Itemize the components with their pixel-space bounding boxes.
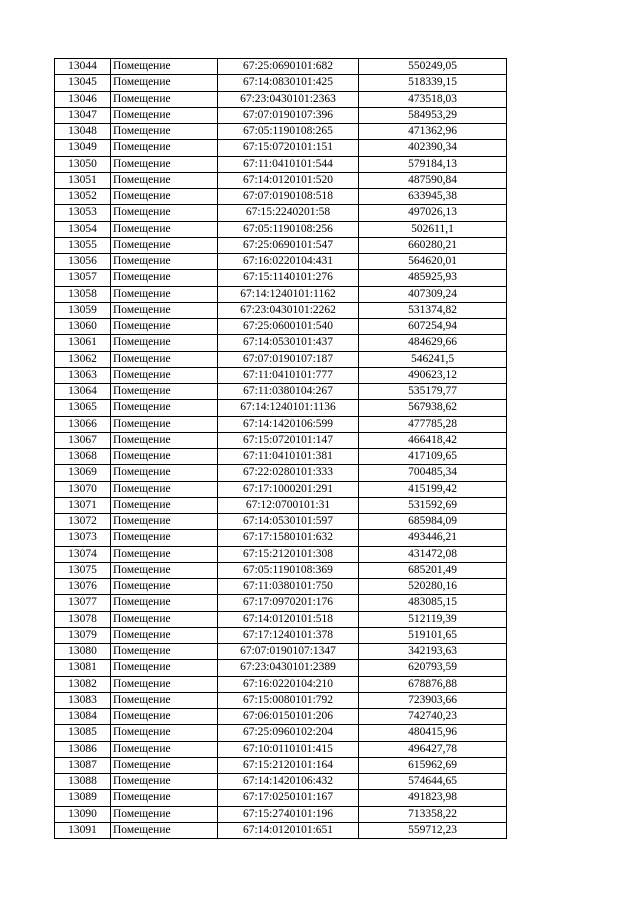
table-row — [55, 465, 507, 481]
cadastral-number-cell: 67:17:1580101:632 — [218, 530, 359, 546]
cadastral-number-cell: 67:11:0380101:750 — [218, 579, 359, 595]
cadastral-value-cell: 473518,03 — [359, 91, 507, 107]
cadastral-number-cell: 67:14:0830101:425 — [218, 75, 359, 91]
row-number-cell: 13051 — [55, 172, 111, 188]
object-type-cell: Помещение — [111, 367, 218, 383]
object-type-cell: Помещение — [111, 140, 218, 156]
table-row — [55, 725, 507, 741]
object-type-cell: Помещение — [111, 302, 218, 318]
cadastral-value-cell: 496427,78 — [359, 741, 507, 757]
row-number-cell: 13077 — [55, 595, 111, 611]
object-type-cell: Помещение — [111, 254, 218, 270]
table-row — [55, 432, 507, 448]
cadastral-number-cell: 67:14:0120101:518 — [218, 611, 359, 627]
row-number-cell: 13081 — [55, 660, 111, 676]
cadastral-number-cell: 67:15:0720101:147 — [218, 432, 359, 448]
cadastral-value-cell: 550249,05 — [359, 59, 507, 75]
object-type-cell: Помещение — [111, 757, 218, 773]
cadastral-value-cell: 633945,38 — [359, 189, 507, 205]
object-type-cell: Помещение — [111, 75, 218, 91]
cadastral-value-cell: 520280,16 — [359, 579, 507, 595]
table-row — [55, 709, 507, 725]
cadastral-number-cell: 67:14:1420106:599 — [218, 416, 359, 432]
table-row — [55, 595, 507, 611]
object-type-cell: Помещение — [111, 189, 218, 205]
row-number-cell: 13061 — [55, 335, 111, 351]
cadastral-number-cell: 67:11:0410101:544 — [218, 156, 359, 172]
row-number-cell: 13072 — [55, 514, 111, 530]
cadastral-value-cell: 567938,62 — [359, 400, 507, 416]
cadastral-value-cell: 497026,13 — [359, 205, 507, 221]
object-type-cell: Помещение — [111, 384, 218, 400]
cadastral-value-cell: 483085,15 — [359, 595, 507, 611]
cadastral-number-cell: 67:23:0430101:2262 — [218, 302, 359, 318]
row-number-cell: 13063 — [55, 367, 111, 383]
cadastral-number-cell: 67:07:0190107:1347 — [218, 644, 359, 660]
row-number-cell: 13083 — [55, 692, 111, 708]
row-number-cell: 13079 — [55, 627, 111, 643]
cadastral-number-cell: 67:14:0120101:520 — [218, 172, 359, 188]
object-type-cell: Помещение — [111, 660, 218, 676]
cadastral-number-cell: 67:14:1240101:1162 — [218, 286, 359, 302]
row-number-cell: 13082 — [55, 676, 111, 692]
cadastral-value-cell: 607254,94 — [359, 319, 507, 335]
object-type-cell: Помещение — [111, 579, 218, 595]
cadastral-value-cell: 678876,88 — [359, 676, 507, 692]
cadastral-number-cell: 67:23:0430101:2363 — [218, 91, 359, 107]
row-number-cell: 13048 — [55, 124, 111, 140]
row-number-cell: 13059 — [55, 302, 111, 318]
cadastral-number-cell: 67:25:0960102:204 — [218, 725, 359, 741]
table-row — [55, 286, 507, 302]
cadastral-number-cell: 67:15:2120101:308 — [218, 546, 359, 562]
table-row — [55, 351, 507, 367]
object-type-cell: Помещение — [111, 725, 218, 741]
object-type-cell: Помещение — [111, 416, 218, 432]
table-row — [55, 384, 507, 400]
cadastral-value-cell: 579184,13 — [359, 156, 507, 172]
cadastral-value-cell: 559712,23 — [359, 822, 507, 838]
cadastral-number-cell: 67:17:1000201:291 — [218, 481, 359, 497]
row-number-cell: 13080 — [55, 644, 111, 660]
object-type-cell: Помещение — [111, 709, 218, 725]
table-row — [55, 741, 507, 757]
table-row — [55, 335, 507, 351]
row-number-cell: 13089 — [55, 790, 111, 806]
cadastral-value-cell: 723903,66 — [359, 692, 507, 708]
table-row — [55, 774, 507, 790]
cadastral-value-cell: 584953,29 — [359, 107, 507, 123]
table-row — [55, 319, 507, 335]
object-type-cell: Помещение — [111, 400, 218, 416]
row-number-cell: 13064 — [55, 384, 111, 400]
row-number-cell: 13091 — [55, 822, 111, 838]
cadastral-number-cell: 67:05:1190108:256 — [218, 221, 359, 237]
object-type-cell: Помещение — [111, 221, 218, 237]
cadastral-value-cell: 487590,84 — [359, 172, 507, 188]
cadastral-number-cell: 67:17:0250101:167 — [218, 790, 359, 806]
object-type-cell: Помещение — [111, 205, 218, 221]
cadastral-value-cell: 491823,98 — [359, 790, 507, 806]
row-number-cell: 13052 — [55, 189, 111, 205]
cadastral-number-cell: 67:17:1240101:378 — [218, 627, 359, 643]
object-type-cell: Помещение — [111, 156, 218, 172]
row-number-cell: 13046 — [55, 91, 111, 107]
table-row — [55, 254, 507, 270]
cadastral-number-cell: 67:07:0190107:187 — [218, 351, 359, 367]
table-row — [55, 530, 507, 546]
row-number-cell: 13067 — [55, 432, 111, 448]
object-type-cell: Помещение — [111, 546, 218, 562]
object-type-cell: Помещение — [111, 465, 218, 481]
object-type-cell: Помещение — [111, 611, 218, 627]
row-number-cell: 13070 — [55, 481, 111, 497]
cadastral-number-cell: 67:15:2240201:58 — [218, 205, 359, 221]
cadastral-number-cell: 67:15:1140101:276 — [218, 270, 359, 286]
table-row — [55, 91, 507, 107]
cadastral-value-cell: 484629,66 — [359, 335, 507, 351]
table-row — [55, 790, 507, 806]
cadastral-value-cell: 531374,82 — [359, 302, 507, 318]
table-row — [55, 59, 507, 75]
row-number-cell: 13050 — [55, 156, 111, 172]
table-row — [55, 107, 507, 123]
row-number-cell: 13074 — [55, 546, 111, 562]
row-number-cell: 13088 — [55, 774, 111, 790]
cadastral-number-cell: 67:11:0410101:381 — [218, 449, 359, 465]
object-type-cell: Помещение — [111, 822, 218, 838]
cadastral-value-cell: 415199,42 — [359, 481, 507, 497]
table-row — [55, 367, 507, 383]
table-row — [55, 400, 507, 416]
cadastral-number-cell: 67:05:1190108:265 — [218, 124, 359, 140]
cadastral-value-cell: 620793,59 — [359, 660, 507, 676]
table-row — [55, 692, 507, 708]
table-row — [55, 416, 507, 432]
cadastral-value-cell: 564620,01 — [359, 254, 507, 270]
cadastral-number-cell: 67:11:0410101:777 — [218, 367, 359, 383]
row-number-cell: 13071 — [55, 497, 111, 513]
object-type-cell: Помещение — [111, 497, 218, 513]
cadastral-value-cell: 417109,65 — [359, 449, 507, 465]
property-table-body — [55, 59, 507, 839]
cadastral-number-cell: 67:05:1190108:369 — [218, 562, 359, 578]
cadastral-number-cell: 67:15:2120101:164 — [218, 757, 359, 773]
table-row — [55, 579, 507, 595]
object-type-cell: Помещение — [111, 237, 218, 253]
row-number-cell: 13054 — [55, 221, 111, 237]
table-row — [55, 205, 507, 221]
row-number-cell: 13084 — [55, 709, 111, 725]
table-row — [55, 481, 507, 497]
object-type-cell: Помещение — [111, 335, 218, 351]
object-type-cell: Помещение — [111, 676, 218, 692]
object-type-cell: Помещение — [111, 627, 218, 643]
cadastral-value-cell: 402390,34 — [359, 140, 507, 156]
object-type-cell: Помещение — [111, 124, 218, 140]
cadastral-value-cell: 512119,39 — [359, 611, 507, 627]
row-number-cell: 13068 — [55, 449, 111, 465]
table-row — [55, 676, 507, 692]
object-type-cell: Помещение — [111, 172, 218, 188]
table-row — [55, 221, 507, 237]
cadastral-value-cell: 466418,42 — [359, 432, 507, 448]
row-number-cell: 13090 — [55, 806, 111, 822]
cadastral-number-cell: 67:25:0690101:682 — [218, 59, 359, 75]
cadastral-value-cell: 574644,65 — [359, 774, 507, 790]
cadastral-value-cell: 685201,49 — [359, 562, 507, 578]
cadastral-value-cell: 685984,09 — [359, 514, 507, 530]
object-type-cell: Помещение — [111, 562, 218, 578]
cadastral-value-cell: 660280,21 — [359, 237, 507, 253]
cadastral-number-cell: 67:17:0970201:176 — [218, 595, 359, 611]
row-number-cell: 13056 — [55, 254, 111, 270]
cadastral-number-cell: 67:16:0220104:431 — [218, 254, 359, 270]
cadastral-number-cell: 67:11:0380104:267 — [218, 384, 359, 400]
table-row — [55, 172, 507, 188]
table-row — [55, 806, 507, 822]
row-number-cell: 13085 — [55, 725, 111, 741]
table-row — [55, 562, 507, 578]
table-row — [55, 611, 507, 627]
row-number-cell: 13062 — [55, 351, 111, 367]
cadastral-number-cell: 67:22:0280101:333 — [218, 465, 359, 481]
cadastral-number-cell: 67:16:0220104:210 — [218, 676, 359, 692]
row-number-cell: 13057 — [55, 270, 111, 286]
cadastral-number-cell: 67:15:2740101:196 — [218, 806, 359, 822]
row-number-cell: 13053 — [55, 205, 111, 221]
cadastral-value-cell: 342193,63 — [359, 644, 507, 660]
cadastral-value-cell: 518339,15 — [359, 75, 507, 91]
cadastral-number-cell: 67:14:0120101:651 — [218, 822, 359, 838]
object-type-cell: Помещение — [111, 806, 218, 822]
cadastral-value-cell: 615962,69 — [359, 757, 507, 773]
cadastral-value-cell: 519101,65 — [359, 627, 507, 643]
table-row — [55, 156, 507, 172]
object-type-cell: Помещение — [111, 91, 218, 107]
table-row — [55, 497, 507, 513]
row-number-cell: 13060 — [55, 319, 111, 335]
cadastral-value-cell: 480415,96 — [359, 725, 507, 741]
row-number-cell: 13075 — [55, 562, 111, 578]
property-table — [54, 58, 507, 839]
object-type-cell: Помещение — [111, 286, 218, 302]
cadastral-number-cell: 67:07:0190107:396 — [218, 107, 359, 123]
cadastral-value-cell: 700485,34 — [359, 465, 507, 481]
object-type-cell: Помещение — [111, 741, 218, 757]
cadastral-number-cell: 67:25:0600101:540 — [218, 319, 359, 335]
cadastral-value-cell: 431472,08 — [359, 546, 507, 562]
table-row — [55, 546, 507, 562]
cadastral-value-cell: 407309,24 — [359, 286, 507, 302]
row-number-cell: 13047 — [55, 107, 111, 123]
cadastral-number-cell: 67:15:0720101:151 — [218, 140, 359, 156]
cadastral-number-cell: 67:23:0430101:2389 — [218, 660, 359, 676]
table-row — [55, 757, 507, 773]
cadastral-number-cell: 67:10:0110101:415 — [218, 741, 359, 757]
object-type-cell: Помещение — [111, 595, 218, 611]
object-type-cell: Помещение — [111, 514, 218, 530]
table-row — [55, 302, 507, 318]
table-row — [55, 822, 507, 838]
cadastral-number-cell: 67:14:1420106:432 — [218, 774, 359, 790]
object-type-cell: Помещение — [111, 530, 218, 546]
object-type-cell: Помещение — [111, 774, 218, 790]
object-type-cell: Помещение — [111, 790, 218, 806]
row-number-cell: 13055 — [55, 237, 111, 253]
object-type-cell: Помещение — [111, 319, 218, 335]
row-number-cell: 13076 — [55, 579, 111, 595]
table-row — [55, 140, 507, 156]
cadastral-value-cell: 485925,93 — [359, 270, 507, 286]
row-number-cell: 13069 — [55, 465, 111, 481]
row-number-cell: 13049 — [55, 140, 111, 156]
row-number-cell: 13086 — [55, 741, 111, 757]
table-row — [55, 660, 507, 676]
cadastral-value-cell: 471362,96 — [359, 124, 507, 140]
cadastral-number-cell: 67:07:0190108:518 — [218, 189, 359, 205]
object-type-cell: Помещение — [111, 107, 218, 123]
table-row — [55, 627, 507, 643]
cadastral-value-cell: 477785,28 — [359, 416, 507, 432]
row-number-cell: 13045 — [55, 75, 111, 91]
table-row — [55, 124, 507, 140]
cadastral-value-cell: 493446,21 — [359, 530, 507, 546]
table-row — [55, 449, 507, 465]
cadastral-value-cell: 535179,77 — [359, 384, 507, 400]
table-row — [55, 644, 507, 660]
cadastral-number-cell: 67:15:0080101:792 — [218, 692, 359, 708]
object-type-cell: Помещение — [111, 644, 218, 660]
row-number-cell: 13073 — [55, 530, 111, 546]
table-row — [55, 270, 507, 286]
row-number-cell: 13066 — [55, 416, 111, 432]
row-number-cell: 13078 — [55, 611, 111, 627]
table-row — [55, 75, 507, 91]
object-type-cell: Помещение — [111, 449, 218, 465]
object-type-cell: Помещение — [111, 351, 218, 367]
cadastral-number-cell: 67:14:1240101:1136 — [218, 400, 359, 416]
table-row — [55, 514, 507, 530]
table-row — [55, 189, 507, 205]
row-number-cell: 13065 — [55, 400, 111, 416]
object-type-cell: Помещение — [111, 692, 218, 708]
row-number-cell: 13087 — [55, 757, 111, 773]
cadastral-value-cell: 531592,69 — [359, 497, 507, 513]
object-type-cell: Помещение — [111, 481, 218, 497]
cadastral-number-cell: 67:14:0530101:437 — [218, 335, 359, 351]
object-type-cell: Помещение — [111, 59, 218, 75]
cadastral-value-cell: 546241,5 — [359, 351, 507, 367]
cadastral-value-cell: 713358,22 — [359, 806, 507, 822]
cadastral-value-cell: 502611,1 — [359, 221, 507, 237]
cadastral-number-cell: 67:12:0700101:31 — [218, 497, 359, 513]
cadastral-number-cell: 67:14:0530101:597 — [218, 514, 359, 530]
table-row — [55, 237, 507, 253]
row-number-cell: 13044 — [55, 59, 111, 75]
cadastral-value-cell: 742740,23 — [359, 709, 507, 725]
cadastral-value-cell: 490623,12 — [359, 367, 507, 383]
object-type-cell: Помещение — [111, 432, 218, 448]
cadastral-number-cell: 67:25:0690101:547 — [218, 237, 359, 253]
row-number-cell: 13058 — [55, 286, 111, 302]
cadastral-number-cell: 67:06:0150101:206 — [218, 709, 359, 725]
object-type-cell: Помещение — [111, 270, 218, 286]
